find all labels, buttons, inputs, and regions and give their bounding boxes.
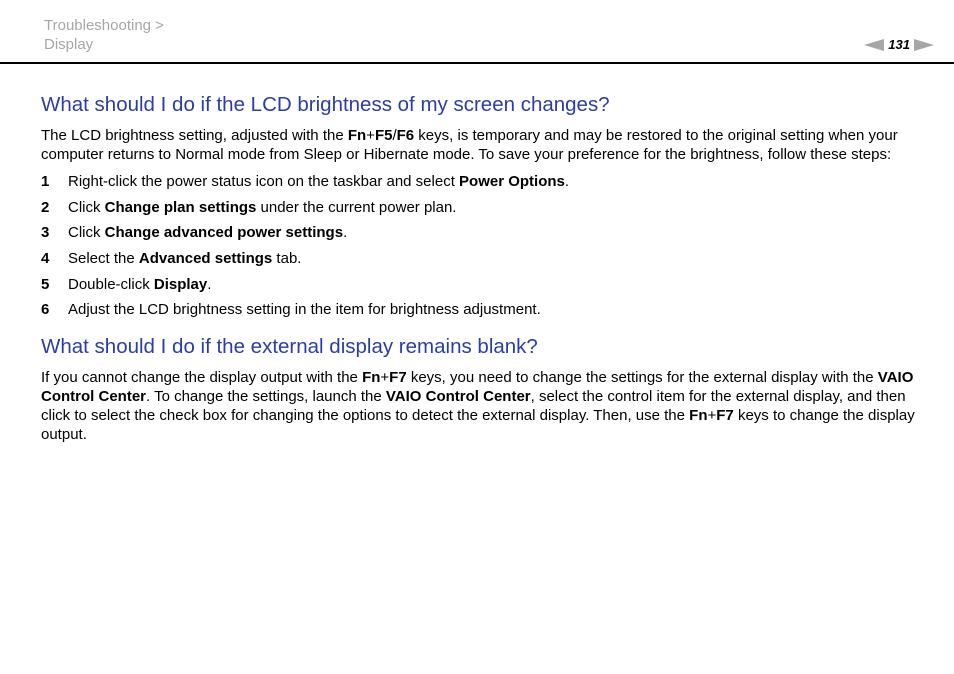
text-run: / xyxy=(392,127,397,144)
step-item xyxy=(41,300,921,319)
text-run: Double-click xyxy=(68,275,154,293)
bold-term: F7 xyxy=(389,369,407,387)
bold-term: Fn xyxy=(347,127,367,144)
text-run: Select the xyxy=(68,250,139,268)
text-run: . xyxy=(343,224,348,242)
text-run: Adjust the LCD brightness setting in the item for brightness adjustment. xyxy=(68,301,541,319)
step-item xyxy=(41,223,921,242)
step-text xyxy=(68,275,211,294)
step-number: 3 xyxy=(41,224,50,242)
step-number: 4 xyxy=(41,250,50,268)
step-number: 1 xyxy=(41,173,50,190)
step-number: 2 xyxy=(41,198,50,216)
bold-term: Power Options xyxy=(459,173,565,190)
text-run: , select the control item for the external display, and then click to select the check box for changing the options to detect the external display. Then, use the xyxy=(41,388,906,425)
step-text xyxy=(68,172,569,191)
section-body-paragraph xyxy=(41,368,921,444)
bold-term: Change advanced power settings xyxy=(104,224,344,242)
text-run: keys, is temporary and may be restored to the original setting when your computer returns to Normal mode from Sleep or Hibernate mode. To save your preference for the brightness, follow these steps: xyxy=(41,127,898,163)
text-run: + xyxy=(366,127,375,144)
bold-term: VAIO Control Center xyxy=(41,369,914,406)
text-run: . xyxy=(207,275,212,293)
section-intro-paragraph xyxy=(41,126,921,164)
step-number: 5 xyxy=(41,275,50,293)
next-page-arrow-icon[interactable] xyxy=(914,39,934,51)
bold-term: Change plan settings xyxy=(104,198,257,216)
section-heading-external-display: What should I do if the external display remains blank? xyxy=(41,335,538,359)
bold-term: F6 xyxy=(396,127,415,144)
text-run: tab. xyxy=(272,250,302,268)
bold-term: VAIO Control Center xyxy=(385,388,531,406)
step-text xyxy=(68,300,541,319)
page-content xyxy=(41,92,921,444)
text-run: The LCD brightness setting, adjusted with the xyxy=(41,127,348,144)
step-text xyxy=(68,249,301,268)
bold-term: Fn xyxy=(689,407,708,425)
step-number: 6 xyxy=(41,301,50,319)
section-heading-lcd-brightness: What should I do if the LCD brightness of my screen changes? xyxy=(41,93,610,116)
bold-term: Advanced settings xyxy=(138,250,273,268)
step-item xyxy=(41,198,921,217)
breadcrumb-page: Display xyxy=(44,36,94,53)
step-item xyxy=(41,275,921,294)
bold-term: Display xyxy=(153,275,208,293)
text-run: Click xyxy=(68,198,105,216)
header-divider xyxy=(0,62,954,64)
bold-term: Fn xyxy=(362,369,381,387)
bold-term: F7 xyxy=(716,407,734,425)
previous-page-arrow-icon[interactable] xyxy=(864,39,884,51)
breadcrumb-section: Troubleshooting > xyxy=(44,17,164,34)
text-run: + xyxy=(380,369,390,387)
text-run: Click xyxy=(68,224,105,242)
step-item xyxy=(41,249,921,268)
text-run: + xyxy=(707,407,717,425)
step-text xyxy=(68,198,456,217)
text-run: under the current power plan. xyxy=(256,198,457,216)
text-run: Right-click the power status icon on the taskbar and select xyxy=(68,173,460,190)
steps-list xyxy=(41,172,921,319)
text-run: . To change the settings, launch the xyxy=(146,388,386,406)
text-run: . xyxy=(564,173,570,190)
text-run: keys, you need to change the settings for the external display with the xyxy=(406,369,878,387)
text-run: keys to change the display output. xyxy=(41,407,915,444)
page-navigator xyxy=(864,36,934,54)
text-run: If you cannot change the display output with the xyxy=(41,369,363,387)
bold-term: F5 xyxy=(374,127,393,144)
page-number: 131 xyxy=(888,37,910,52)
step-item xyxy=(41,172,921,191)
page-header xyxy=(0,0,954,64)
step-text xyxy=(68,223,347,242)
